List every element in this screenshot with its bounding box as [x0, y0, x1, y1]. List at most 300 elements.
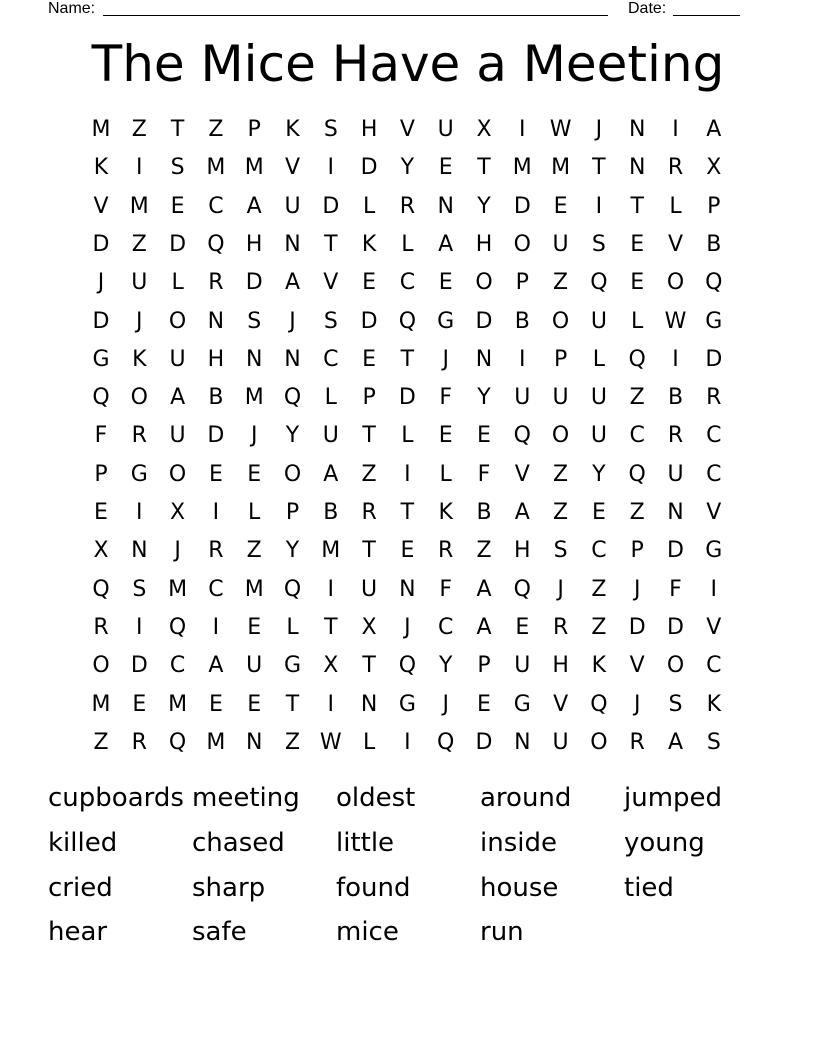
grid-letter[interactable]: U	[437, 117, 454, 142]
grid-letter[interactable]: O	[551, 423, 570, 449]
grid-letter[interactable]: X	[706, 155, 722, 181]
grid-letter[interactable]: L	[631, 308, 644, 334]
grid-letter[interactable]: E	[247, 691, 262, 717]
grid-letter[interactable]: R	[667, 155, 684, 181]
grid-letter[interactable]: Q	[513, 423, 531, 449]
grid-letter[interactable]: Z	[284, 729, 301, 755]
grid-letter[interactable]: J	[404, 614, 411, 640]
grid-letter[interactable]: T	[324, 614, 338, 640]
grid-letter[interactable]: A	[246, 193, 262, 219]
grid-letter[interactable]: A	[208, 653, 224, 679]
grid-letter[interactable]: P	[477, 653, 491, 679]
grid-letter[interactable]: M	[168, 576, 188, 602]
grid-letter[interactable]: N	[284, 346, 301, 372]
grid-letter[interactable]: M	[168, 691, 188, 717]
grid-letter[interactable]: C	[208, 576, 224, 602]
grid-letter[interactable]: U	[590, 423, 607, 449]
grid-letter[interactable]: L	[248, 500, 261, 525]
grid-letter[interactable]: U	[361, 576, 378, 602]
grid-letter[interactable]: Q	[705, 270, 723, 296]
grid-letter[interactable]: Y	[477, 385, 491, 411]
grid-letter[interactable]: Z	[361, 461, 377, 487]
grid-letter[interactable]: V	[323, 270, 339, 296]
grid-letter[interactable]: O	[475, 270, 493, 296]
grid-letter[interactable]: B	[476, 500, 492, 525]
grid-letter[interactable]: U	[667, 461, 684, 487]
grid-letter[interactable]: M	[244, 155, 264, 181]
grid-letter[interactable]: R	[131, 729, 147, 755]
grid-letter[interactable]: D	[360, 155, 378, 181]
grid-letter[interactable]: F	[669, 576, 682, 602]
grid-letter[interactable]: P	[94, 461, 108, 487]
grid-letter[interactable]: R	[629, 729, 645, 755]
grid-letter[interactable]: L	[401, 423, 414, 449]
grid-letter[interactable]: O	[130, 385, 148, 411]
grid-letter[interactable]: P	[553, 346, 568, 372]
grid-letter[interactable]: D	[322, 193, 340, 219]
grid-letter[interactable]: R	[131, 423, 147, 449]
grid-letter[interactable]: D	[130, 653, 148, 679]
grid-letter[interactable]: D	[705, 346, 723, 372]
grid-letter[interactable]: E	[477, 423, 491, 449]
grid-letter[interactable]: Q	[283, 385, 302, 411]
grid-letter[interactable]: X	[323, 653, 339, 679]
grid-letter[interactable]: P	[362, 385, 376, 411]
grid-letter[interactable]: D	[245, 270, 263, 296]
grid-letter[interactable]: K	[438, 500, 453, 525]
grid-letter[interactable]: E	[247, 614, 262, 640]
grid-letter[interactable]: I	[136, 155, 143, 181]
grid-letter[interactable]: A	[170, 385, 186, 411]
grid-letter[interactable]: R	[93, 614, 109, 640]
grid-letter[interactable]: G	[398, 691, 416, 717]
grid-letter[interactable]: S	[553, 538, 568, 564]
grid-letter[interactable]: D	[169, 231, 187, 257]
grid-letter[interactable]: Q	[398, 653, 417, 679]
grid-letter[interactable]: S	[323, 308, 338, 334]
grid-letter[interactable]: S	[591, 231, 606, 257]
grid-letter[interactable]: J	[250, 423, 258, 449]
word-bank-item: young	[624, 828, 705, 858]
grid-letter[interactable]: B	[706, 231, 722, 257]
grid-letter[interactable]: F	[439, 576, 453, 602]
grid-letter[interactable]: Y	[285, 538, 300, 564]
grid-letter[interactable]: E	[362, 270, 377, 296]
grid-letter[interactable]: J	[633, 691, 641, 717]
grid-letter[interactable]: N	[360, 691, 378, 717]
grid-letter[interactable]: N	[475, 346, 493, 372]
grid-letter[interactable]: E	[591, 500, 606, 525]
grid-letter[interactable]: K	[361, 231, 377, 257]
grid-letter[interactable]: Q	[590, 270, 608, 296]
grid-letter[interactable]: Q	[168, 729, 187, 755]
grid-letter[interactable]: Z	[246, 538, 262, 564]
grid-letter[interactable]: E	[438, 155, 453, 181]
grid-letter[interactable]: N	[131, 538, 148, 564]
grid-letter[interactable]: E	[94, 500, 108, 525]
grid-letter[interactable]: J	[633, 576, 641, 602]
grid-letter[interactable]: O	[551, 308, 570, 334]
grid-letter[interactable]: U	[169, 346, 186, 372]
grid-letter[interactable]: C	[208, 193, 224, 219]
grid-letter[interactable]: Z	[476, 538, 492, 564]
grid-letter[interactable]: C	[399, 270, 416, 296]
grid-letter[interactable]: D	[628, 614, 646, 640]
grid-letter[interactable]: Y	[477, 193, 491, 219]
grid-letter[interactable]: C	[706, 653, 722, 679]
grid-letter[interactable]: O	[168, 461, 187, 487]
grid-letter[interactable]: E	[170, 193, 185, 219]
grid-letter[interactable]: Q	[437, 729, 455, 755]
grid-letter[interactable]: Y	[400, 155, 415, 181]
grid-letter[interactable]: Q	[398, 308, 417, 334]
grid-letter[interactable]: U	[322, 423, 339, 449]
grid-letter[interactable]: C	[706, 461, 722, 487]
word-bank-item: around	[480, 783, 572, 813]
grid-letter[interactable]: V	[399, 117, 415, 142]
grid-letter[interactable]: O	[666, 653, 685, 679]
grid-letter[interactable]: M	[206, 729, 226, 755]
grid-letter[interactable]: V	[553, 691, 569, 717]
grid-letter[interactable]: H	[475, 231, 493, 257]
grid-letter[interactable]: Z	[591, 614, 607, 640]
grid-letter[interactable]: G	[437, 308, 455, 334]
grid-letter[interactable]: Z	[93, 729, 109, 755]
word-bank-item: killed	[48, 828, 118, 858]
grid-letter[interactable]: F	[477, 461, 491, 487]
grid-letter[interactable]: E	[477, 691, 491, 717]
grid-letter[interactable]: S	[706, 729, 721, 755]
word-bank-item: jumped	[624, 783, 723, 813]
grid-letter[interactable]: I	[327, 576, 335, 602]
grid-letter[interactable]: I	[136, 500, 143, 525]
grid-letter[interactable]: I	[672, 346, 679, 372]
grid-letter[interactable]: K	[132, 346, 147, 372]
grid-letter[interactable]: V	[667, 231, 684, 257]
grid-letter[interactable]: J	[136, 308, 143, 334]
grid-letter[interactable]: B	[208, 385, 224, 411]
grid-letter[interactable]: M	[244, 385, 264, 411]
grid-letter[interactable]: G	[283, 653, 302, 679]
grid-letter[interactable]: Z	[131, 231, 147, 257]
grid-letter[interactable]: L	[669, 193, 682, 219]
grid-letter[interactable]: J	[442, 346, 449, 372]
grid-letter[interactable]: T	[285, 691, 300, 717]
grid-letter[interactable]: E	[553, 193, 568, 219]
grid-letter[interactable]: V	[514, 461, 530, 487]
grid-letter[interactable]: L	[171, 270, 184, 296]
grid-letter[interactable]: A	[438, 231, 454, 257]
grid-letter[interactable]: D	[475, 308, 493, 334]
grid-letter[interactable]: D	[398, 385, 416, 411]
grid-letter[interactable]: K	[285, 117, 300, 142]
grid-letter[interactable]: R	[552, 614, 569, 640]
grid-letter[interactable]: R	[361, 500, 377, 525]
grid-letter[interactable]: F	[439, 385, 453, 411]
grid-letter[interactable]: A	[706, 117, 722, 142]
grid-letter[interactable]: M	[129, 193, 149, 219]
grid-letter[interactable]: Y	[438, 653, 453, 679]
grid-letter[interactable]: M	[321, 538, 341, 564]
grid-letter[interactable]: Z	[208, 117, 224, 142]
grid-letter[interactable]: M	[206, 155, 226, 181]
grid-letter[interactable]: R	[208, 538, 224, 564]
grid-letter[interactable]: Z	[131, 117, 147, 142]
grid-letter[interactable]: N	[399, 576, 416, 602]
grid-letter[interactable]: Z	[553, 461, 569, 487]
grid-letter[interactable]: S	[323, 117, 338, 142]
grid-letter[interactable]: C	[629, 423, 645, 449]
grid-letter[interactable]: I	[212, 614, 220, 640]
grid-letter[interactable]: L	[362, 193, 376, 219]
grid-letter[interactable]: T	[630, 193, 644, 219]
grid-letter[interactable]: B	[667, 385, 684, 411]
grid-letter[interactable]: S	[170, 155, 185, 181]
grid-letter[interactable]: S	[132, 576, 147, 602]
grid-letter[interactable]: Z	[629, 500, 645, 525]
grid-letter[interactable]: V	[706, 500, 722, 525]
grid-letter[interactable]: L	[324, 385, 337, 411]
grid-letter[interactable]: Q	[283, 576, 302, 602]
grid-letter[interactable]: G	[130, 461, 148, 487]
grid-letter[interactable]: Q	[92, 385, 110, 411]
grid-letter[interactable]: N	[667, 500, 684, 525]
grid-letter[interactable]: J	[97, 270, 105, 296]
grid-letter[interactable]: T	[400, 500, 415, 525]
grid-letter[interactable]: A	[514, 500, 530, 525]
grid-letter[interactable]: K	[706, 691, 722, 717]
grid-letter[interactable]: P	[247, 117, 261, 142]
grid-letter[interactable]: T	[400, 346, 415, 372]
grid-letter[interactable]: C	[169, 653, 186, 679]
grid-letter[interactable]: W	[549, 117, 572, 142]
grid-letter[interactable]: A	[323, 461, 339, 487]
grid-letter[interactable]: P	[285, 500, 300, 525]
grid-letter[interactable]: H	[552, 653, 569, 679]
grid-letter[interactable]: D	[475, 729, 493, 755]
grid-letter[interactable]: D	[360, 308, 378, 334]
grid-letter[interactable]: Q	[628, 461, 646, 487]
word-bank-item: run	[480, 917, 524, 947]
grid-letter[interactable]: R	[399, 193, 416, 219]
grid-letter[interactable]: E	[362, 346, 377, 372]
grid-letter[interactable]: E	[630, 231, 645, 257]
grid-letter[interactable]: S	[247, 308, 262, 334]
grid-letter[interactable]: D	[667, 614, 684, 640]
grid-letter[interactable]: R	[438, 538, 454, 564]
grid-letter[interactable]: N	[207, 308, 225, 334]
grid-letter[interactable]: T	[477, 155, 491, 181]
grid-letter[interactable]: X	[476, 117, 492, 142]
grid-letter[interactable]: Z	[553, 270, 569, 296]
grid-letter[interactable]: K	[93, 155, 109, 181]
grid-letter[interactable]: E	[400, 538, 415, 564]
grid-letter[interactable]: V	[629, 653, 645, 679]
grid-letter[interactable]: X	[361, 614, 377, 640]
grid-letter[interactable]: U	[552, 385, 569, 411]
date-label: Date:	[628, 0, 667, 17]
grid-letter[interactable]: I	[404, 461, 411, 487]
grid-letter[interactable]: G	[92, 346, 110, 372]
grid-letter[interactable]: K	[591, 653, 607, 679]
grid-letter[interactable]: F	[94, 423, 108, 449]
grid-letter[interactable]: O	[168, 308, 187, 334]
grid-letter[interactable]: T	[362, 538, 376, 564]
grid-letter[interactable]: Z	[553, 500, 569, 525]
grid-letter[interactable]: E	[630, 270, 645, 296]
grid-letter[interactable]: Q	[590, 691, 608, 717]
grid-letter[interactable]: B	[323, 500, 339, 525]
grid-letter[interactable]: T	[592, 155, 606, 181]
grid-letter[interactable]: I	[404, 729, 411, 755]
grid-letter[interactable]: I	[327, 691, 335, 717]
grid-letter[interactable]: U	[514, 385, 531, 411]
grid-letter[interactable]: N	[514, 729, 531, 755]
grid-letter[interactable]: U	[552, 231, 569, 257]
word-bank-item: house	[480, 873, 559, 903]
grid-letter[interactable]: D	[513, 193, 531, 219]
grid-letter[interactable]: U	[169, 423, 186, 449]
grid-letter[interactable]: H	[514, 538, 531, 564]
grid-letter[interactable]: Q	[92, 576, 110, 602]
word-bank-item: found	[336, 873, 411, 903]
grid-letter[interactable]: P	[630, 538, 644, 564]
grid-letter[interactable]: J	[595, 117, 603, 142]
grid-letter[interactable]: I	[710, 576, 718, 602]
grid-letter[interactable]: I	[672, 117, 679, 142]
grid-letter[interactable]: E	[515, 614, 530, 640]
grid-letter[interactable]: I	[212, 500, 220, 525]
grid-letter[interactable]: W	[319, 729, 342, 755]
grid-letter[interactable]: E	[208, 461, 223, 487]
grid-letter[interactable]: Q	[168, 614, 187, 640]
grid-letter[interactable]: W	[664, 308, 687, 334]
grid-letter[interactable]: E	[247, 461, 262, 487]
grid-letter[interactable]: M	[91, 691, 111, 717]
grid-letter[interactable]: E	[438, 423, 453, 449]
grid-letter[interactable]: E	[132, 691, 147, 717]
grid-letter[interactable]: O	[666, 270, 685, 296]
grid-letter[interactable]: Z	[629, 385, 645, 411]
grid-letter[interactable]: J	[174, 538, 181, 564]
grid-letter[interactable]: S	[668, 691, 683, 717]
grid-letter[interactable]: X	[93, 538, 109, 564]
grid-letter[interactable]: T	[362, 653, 376, 679]
grid-letter[interactable]: E	[438, 270, 453, 296]
grid-letter[interactable]: C	[438, 614, 454, 640]
grid-letter[interactable]: D	[92, 308, 110, 334]
grid-letter[interactable]: U	[590, 308, 607, 334]
grid-letter[interactable]: A	[667, 729, 684, 755]
grid-letter[interactable]: I	[519, 117, 526, 142]
grid-letter[interactable]: Y	[592, 461, 606, 487]
grid-letter[interactable]: I	[327, 155, 335, 181]
grid-letter[interactable]: D	[92, 231, 110, 257]
grid-letter[interactable]: M	[91, 117, 111, 142]
grid-letter[interactable]: V	[284, 155, 301, 181]
grid-letter[interactable]: O	[513, 231, 531, 257]
grid-letter[interactable]: L	[401, 231, 414, 257]
grid-letter[interactable]: V	[93, 193, 109, 219]
grid-letter[interactable]: T	[362, 423, 376, 449]
grid-letter[interactable]: R	[667, 423, 684, 449]
word-bank-item: meeting	[192, 783, 300, 813]
grid-letter[interactable]: L	[592, 346, 606, 372]
grid-letter[interactable]: V	[706, 614, 722, 640]
grid-letter[interactable]: U	[131, 270, 148, 296]
grid-letter[interactable]: L	[362, 729, 376, 755]
grid-letter[interactable]: A	[476, 576, 492, 602]
grid-letter[interactable]: Q	[513, 576, 531, 602]
grid-letter[interactable]: L	[439, 461, 452, 487]
grid-letter[interactable]: C	[706, 423, 722, 449]
grid-letter[interactable]: O	[283, 461, 302, 487]
grid-letter[interactable]: J	[557, 576, 564, 602]
grid-letter[interactable]: N	[628, 117, 646, 142]
grid-letter[interactable]: U	[552, 729, 569, 755]
grid-letter[interactable]: L	[286, 614, 299, 640]
grid-letter[interactable]: T	[324, 231, 338, 257]
grid-letter[interactable]: M	[512, 155, 532, 181]
grid-letter[interactable]: G	[513, 691, 531, 717]
grid-letter[interactable]: N	[245, 729, 263, 755]
grid-letter[interactable]: O	[590, 729, 608, 755]
grid-letter[interactable]: G	[705, 538, 723, 564]
grid-letter[interactable]: G	[705, 308, 723, 334]
grid-letter[interactable]: U	[284, 193, 301, 219]
grid-letter[interactable]: B	[514, 308, 530, 334]
grid-letter[interactable]: J	[442, 691, 449, 717]
grid-letter[interactable]: Q	[207, 231, 225, 257]
word-bank-item: safe	[192, 917, 247, 947]
grid-letter[interactable]: R	[208, 270, 224, 296]
grid-letter[interactable]: M	[551, 155, 571, 181]
grid-letter[interactable]: M	[244, 576, 264, 602]
grid-letter[interactable]: P	[515, 270, 529, 296]
grid-letter[interactable]: Y	[285, 423, 300, 449]
grid-letter[interactable]: E	[208, 691, 223, 717]
grid-letter[interactable]: D	[667, 538, 684, 564]
grid-letter[interactable]: T	[170, 117, 185, 142]
grid-letter[interactable]: P	[707, 193, 721, 219]
grid-letter[interactable]: N	[245, 346, 263, 372]
grid-letter[interactable]: Z	[591, 576, 607, 602]
grid-letter[interactable]: C	[591, 538, 607, 564]
grid-letter[interactable]: A	[284, 270, 301, 296]
grid-letter[interactable]: U	[246, 653, 263, 679]
grid-letter[interactable]: U	[590, 385, 607, 411]
grid-letter[interactable]: J	[289, 308, 296, 334]
grid-letter[interactable]: R	[706, 385, 722, 411]
grid-letter[interactable]: I	[595, 193, 603, 219]
grid-letter[interactable]: C	[323, 346, 339, 372]
grid-letter[interactable]: A	[476, 614, 492, 640]
grid-letter[interactable]: I	[136, 614, 143, 640]
grid-letter[interactable]: O	[92, 653, 110, 679]
grid-letter[interactable]: N	[437, 193, 454, 219]
grid-letter[interactable]: X	[170, 500, 186, 525]
grid-letter[interactable]: H	[360, 117, 378, 142]
grid-letter[interactable]: I	[519, 346, 526, 372]
grid-letter[interactable]: D	[207, 423, 225, 449]
word-bank-item: cried	[48, 873, 113, 903]
grid-letter[interactable]: H	[207, 346, 225, 372]
grid-letter[interactable]: Q	[628, 346, 646, 372]
grid-letter[interactable]: H	[245, 231, 263, 257]
grid-letter[interactable]: N	[284, 231, 301, 257]
grid-letter[interactable]: U	[514, 653, 531, 679]
grid-letter[interactable]: N	[628, 155, 646, 181]
